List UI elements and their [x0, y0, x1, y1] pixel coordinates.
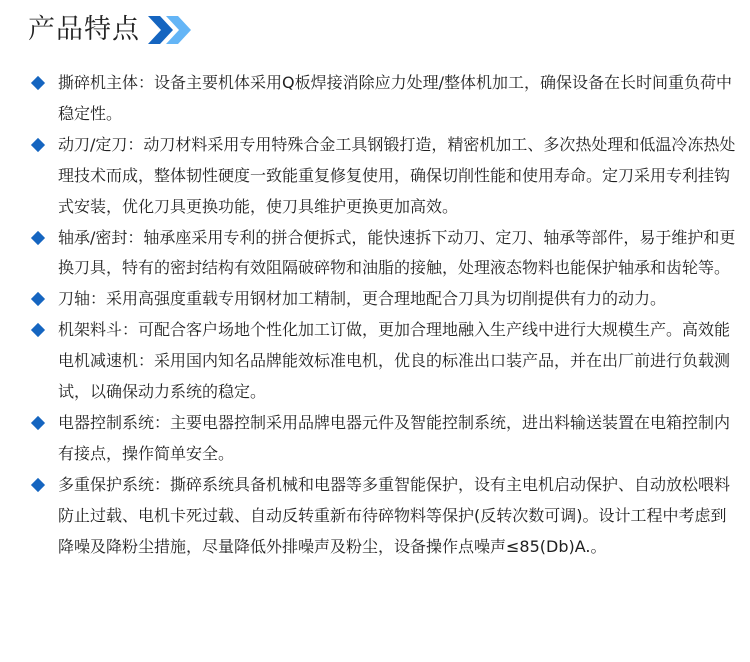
diamond-bullet-icon — [31, 416, 45, 430]
feature-text: 动刀/定刀：动刀材料采用专用特殊合金工具钢锻打造，精密机加工、多次热处理和低温冷冻热处理技术而成，整体韧性硬度一致能重复修复使用，确保切削性能和使用寿命。定刀采用专利挂钩式安装，优化刀具更换功能，使刀具维护更换更加高效。 — [58, 134, 736, 216]
feature-list — [30, 68, 742, 563]
section-title: 产品特点 — [28, 14, 140, 45]
feature-text: 电器控制系统：主要电器控制采用品牌电器元件及智能控制系统，进出料输送装置在电箱控制内有接点，操作简单安全。 — [58, 412, 731, 463]
feature-item-blades — [30, 130, 742, 223]
feature-text: 轴承/密封：轴承座采用专利的拼合便拆式，能快速拆下动刀、定刀、轴承等部件，易于维护和更换刀具，特有的密封结构有效阻隔破碎物和油脂的接触，处理液态物料也能保护轴承和齿轮等。 — [58, 227, 736, 278]
feature-item-main-body — [30, 68, 742, 130]
feature-text: 多重保护系统：撕碎系统具备机械和电器等多重智能保护，设有主电机启动保护、自动放松喂料防止过载、电机卡死过载、自动反转重新布待碎物料等保护(反转次数可调)。设计工程中考虑到降噪及降粉尘措施，尽量降低外排噪声及粉尘，设备操作点噪声≤85(Db)A.。 — [58, 474, 731, 556]
feature-item-frame-hopper — [30, 315, 742, 408]
section-header — [28, 8, 194, 52]
feature-item-protection — [30, 470, 742, 563]
diamond-bullet-icon — [31, 292, 45, 306]
feature-item-bearing-seal — [30, 223, 742, 285]
feature-text: 机架料斗：可配合客户场地个性化加工订做，更加合理地融入生产线中进行大规模生产。高效能电机减速机：采用国内知名品牌能效标准电机，优良的标准出口装产品，并在出厂前进行负载测试，以确保动力系统的稳定。 — [58, 320, 731, 402]
diamond-bullet-icon — [31, 76, 45, 90]
diamond-bullet-icon — [31, 323, 45, 337]
feature-text: 刀轴：采用高强度重载专用钢材加工精制，更合理地配合刀具为切削提供有力的动力。 — [58, 289, 667, 309]
feature-item-electric-control — [30, 408, 742, 470]
double-chevron-right-icon — [146, 13, 194, 47]
diamond-bullet-icon — [31, 478, 45, 492]
feature-text: 撕碎机主体：设备主要机体采用Q板焊接消除应力处理/整体机加工，确保设备在长时间重负荷中稳定性。 — [58, 73, 732, 123]
feature-item-shaft — [30, 284, 742, 315]
diamond-bullet-icon — [31, 230, 45, 244]
diamond-bullet-icon — [31, 138, 45, 152]
